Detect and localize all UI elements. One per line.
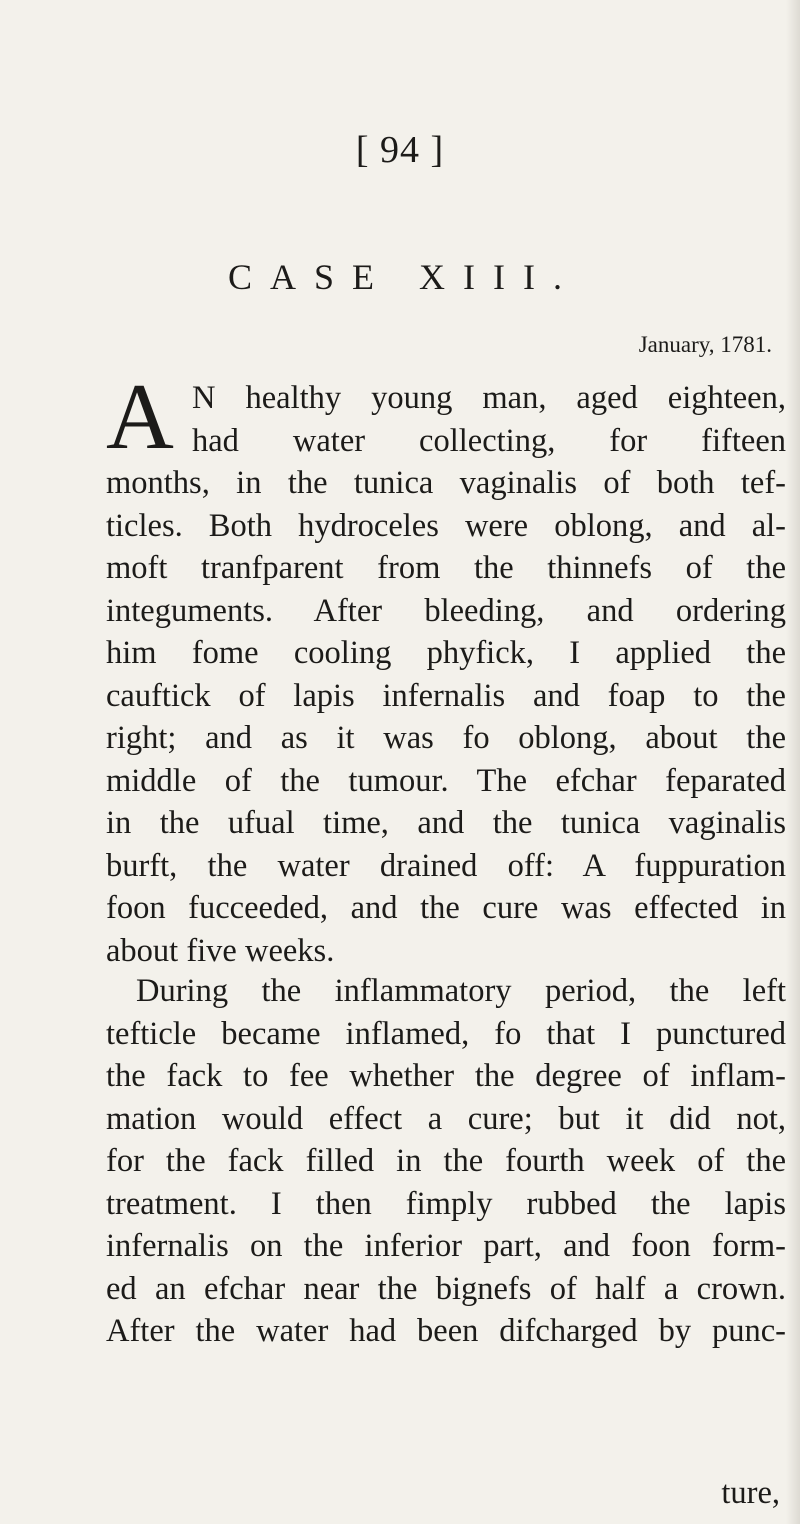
text-line: had water collecting, for fifteen [192,422,786,459]
text-line: him fome cooling phyfick, I applied the [106,635,786,671]
paragraph-2 [106,970,786,1353]
text-line: ticles. Both hydroceles were oblong, and al- [106,507,786,544]
drop-cap: A [106,365,174,469]
text-line: for the fack filled in the fourth week of the [106,1143,786,1179]
text-line: burft, the water drained off: A fuppuration [106,847,786,884]
catchword: ture, [721,1475,780,1511]
text-line: months, in the tunica vaginalis of both tef- [106,465,786,501]
text-line: in the ufual time, and the tunica vaginalis [106,805,786,841]
case-title: CASE XIII. [228,257,580,297]
text-line: During the inflammatory period, the left [136,973,786,1009]
text-line: moft tranfparent from the thinnefs of the [106,550,786,586]
paragraph-1 [106,377,786,972]
case-date: January, 1781. [638,332,772,357]
text-line: infernalis on the inferior part, and foon form- [106,1228,786,1264]
text-line: cauftick of lapis infernalis and foap to the [106,677,786,714]
text-line: integuments. After bleeding, and ordering [106,592,786,629]
text-line: tefticle became inflamed, fo that I punctured [106,1015,786,1052]
text-line: about five weeks. [106,932,335,969]
text-line: N healthy young man, aged eighteen, [192,380,786,416]
text-line: middle of the tumour. The efchar feparated [106,762,786,799]
text-line: right; and as it was fo oblong, about the [106,720,786,756]
text-line: the fack to fee whether the degree of inflam- [106,1058,786,1094]
text-line: treatment. I then fimply rubbed the lapis [106,1185,786,1222]
text-line: After the water had been difcharged by punc- [106,1313,786,1349]
page-edge-shadow [786,0,800,1524]
page-number-header: [ 94 ] [355,129,445,171]
text-line: ed an efchar near the bignefs of half a crown. [106,1270,786,1307]
text-line: mation would effect a cure; but it did not, [106,1100,786,1137]
text-line: foon fucceeded, and the cure was effected in [106,890,786,926]
